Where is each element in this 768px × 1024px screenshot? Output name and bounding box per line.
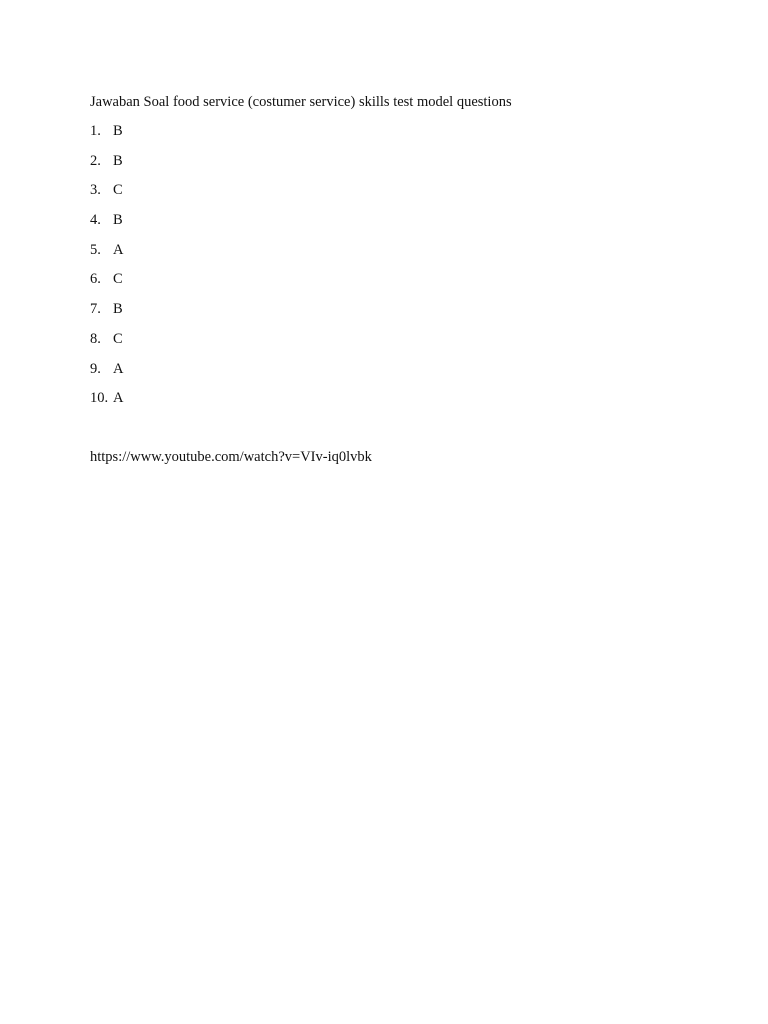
answer-value: B [113, 152, 123, 169]
answer-item-5 [90, 240, 123, 270]
answer-number: 1. [90, 123, 101, 139]
answer-value: C [113, 271, 123, 288]
answer-value: C [113, 182, 123, 199]
answer-number: 6. [90, 271, 101, 288]
answer-value: C [113, 330, 123, 347]
answer-item-6 [90, 269, 123, 299]
answer-item-4 [90, 210, 123, 240]
answer-value: A [113, 390, 124, 407]
answer-item-9 [90, 359, 123, 389]
answer-item-7 [90, 299, 123, 329]
answer-number: 2. [90, 152, 101, 169]
answer-number: 5. [90, 241, 101, 258]
answer-item-1 [90, 121, 123, 151]
answer-item-3 [90, 180, 123, 210]
answer-item-8 [90, 329, 123, 359]
answer-value: B [113, 301, 123, 318]
answer-value: A [113, 241, 124, 258]
answer-number: 8. [90, 330, 101, 347]
answer-number: 10. [90, 390, 109, 407]
answer-item-2 [90, 151, 123, 181]
answer-list [90, 121, 123, 418]
answer-value: B [113, 123, 123, 139]
answer-value: A [113, 360, 124, 377]
answer-number: 4. [90, 212, 101, 229]
youtube-link[interactable]: https://www.youtube.com/watch?v=VIv-iq0lvbk [90, 449, 372, 465]
answer-item-10 [90, 388, 123, 418]
answer-number: 7. [90, 301, 101, 318]
answer-value: B [113, 212, 123, 229]
answer-number: 3. [90, 182, 101, 199]
document-title: Jawaban Soal food service (costumer service) skills test model questions [90, 94, 512, 110]
answer-number: 9. [90, 360, 101, 377]
